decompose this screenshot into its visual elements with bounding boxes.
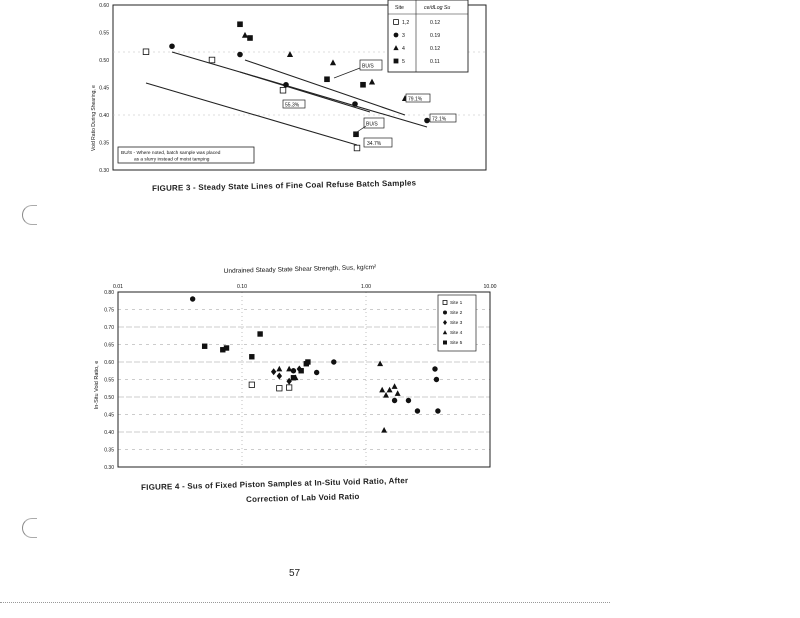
data-point-site-4 (287, 51, 293, 57)
data-point-site-5 (202, 344, 207, 349)
legend-marker (394, 33, 399, 38)
data-point-site-2 (435, 408, 440, 413)
annotation-label: 79.1% (408, 96, 423, 103)
legend-label: Site 3 (450, 321, 463, 326)
tick-label: 0.40 (99, 113, 109, 119)
data-point-site-4 (330, 59, 336, 65)
legend-marker (443, 311, 447, 315)
data-point-site-5 (291, 375, 296, 380)
data-point-site-3 (169, 43, 175, 49)
page-number: 57 (289, 568, 301, 579)
legend-site-label: 4 (402, 46, 405, 52)
figure-3-annotations (283, 60, 456, 147)
data-point-site-2 (434, 377, 439, 382)
tick-label: 0.45 (99, 85, 109, 92)
legend-marker (394, 20, 399, 25)
data-point-site-4 (387, 387, 393, 393)
data-point-site-5 (305, 359, 310, 364)
data-point-site-1 (277, 386, 282, 391)
tick-label: 0.50 (99, 58, 109, 64)
punch-hole-mark (22, 205, 37, 225)
tick-label: 0.70 (104, 325, 114, 331)
figure-3-legend (388, 0, 468, 72)
note-line-1: BU/S - Where noted, batch sample was placed (121, 151, 221, 156)
legend-label: Site 1 (450, 301, 463, 306)
tick-label: 0.80 (104, 290, 114, 296)
tick-label: 0.65 (104, 342, 114, 349)
data-point-site-3 (352, 101, 358, 107)
tick-label: 0.55 (104, 377, 114, 384)
data-point-site-2 (331, 359, 336, 364)
data-point-site-3 (271, 368, 276, 375)
tick-label: 0.60 (99, 3, 109, 9)
legend-label: Site 2 (450, 311, 463, 316)
legend-slope-value: 0.11 (430, 59, 440, 65)
data-point-site-2 (406, 398, 411, 403)
legend-marker (394, 59, 399, 64)
legend-slope-value: 0.19 (430, 33, 441, 39)
figure-4-chart (0, 255, 800, 505)
tick-label: 0.50 (104, 395, 114, 401)
legend-slope-value: 0.12 (430, 46, 441, 52)
data-point-site-5 (249, 354, 254, 359)
data-point-site-1-2 (354, 145, 360, 151)
data-point-site-4 (379, 387, 385, 393)
tick-label: 0.35 (104, 447, 114, 454)
tick-label: 0.01 (112, 284, 124, 290)
tick-label: 0.60 (104, 360, 114, 366)
data-point-site-4 (381, 427, 387, 433)
data-point-site-1 (286, 385, 291, 390)
annotation-label: 72.1% (432, 116, 447, 123)
punch-hole-mark (22, 518, 37, 538)
data-point-site-5 (257, 331, 262, 336)
tick-label: 0.40 (104, 430, 114, 436)
data-point-site-4 (369, 79, 375, 85)
legend-site-label: 1,2 (402, 20, 410, 26)
data-point-site-3 (424, 118, 430, 124)
note-line-2: as a slurry instead of moist tamping (134, 157, 210, 163)
tick-label: 0.75 (104, 307, 114, 314)
legend-site-label: 5 (402, 59, 405, 65)
data-point-site-5 (324, 76, 330, 82)
legend-header-site: Site (395, 5, 404, 11)
tick-label: 0.10 (236, 284, 248, 290)
data-point-site-1-2 (209, 57, 215, 63)
annotation-label: 34.7% (367, 141, 382, 147)
data-point-site-3 (237, 52, 243, 58)
figure-3-ylabel: Void Ratio During Shearing, e (91, 85, 97, 151)
figure-4-ylabel: In-Situ Void Ratio, e (94, 360, 100, 410)
annotation-label: 55.3% (285, 102, 300, 109)
data-point-site-4 (377, 361, 383, 367)
data-point-site-5 (298, 368, 303, 373)
data-point-site-2 (415, 408, 420, 413)
data-point-site-1 (249, 382, 254, 387)
annotation-label: BU/S (366, 121, 378, 128)
data-point-site-4 (392, 383, 398, 389)
data-point-site-5 (360, 82, 366, 88)
data-point-site-4 (276, 366, 282, 372)
data-point-site-2 (190, 296, 195, 301)
data-point-site-4 (286, 366, 292, 372)
data-point-site-5 (247, 35, 253, 41)
tick-label: 1.00 (360, 284, 372, 290)
data-point-site-3 (283, 82, 289, 88)
data-point-site-1-2 (280, 87, 286, 93)
data-point-site-4 (242, 32, 248, 38)
figure-3-note-box (118, 147, 254, 163)
data-point-site-5 (224, 345, 229, 350)
data-point-site-2 (432, 366, 437, 371)
tick-label: 10.00 (483, 284, 497, 290)
annotation-label: BU/S (362, 63, 374, 70)
tick-label: 0.55 (99, 30, 109, 37)
steady-state-line-site-1-2 (146, 83, 357, 145)
legend-header-slope: ce/dLog Su (424, 5, 451, 11)
scan-noise-line (0, 602, 610, 605)
legend-marker (443, 341, 447, 345)
tick-label: 0.30 (104, 465, 114, 471)
data-point-site-2 (392, 398, 397, 403)
figure-3-chart (0, 0, 800, 200)
figure-4-caption-line-2: Correction of Lab Void Ratio (246, 492, 360, 504)
legend-slope-value: 0.12 (430, 20, 441, 26)
data-point-site-2 (314, 370, 319, 375)
figure-4-legend (438, 295, 476, 351)
data-point-site-4 (395, 390, 401, 396)
figure-4-title: Undrained Steady State Shear Strength, Sus, kg/cm² (223, 264, 377, 275)
data-point-site-4 (383, 392, 389, 398)
tick-label: 0.35 (99, 140, 109, 147)
figure-4-caption-line-1: FIGURE 4 - Sus of Fixed Piston Samples at In-Situ Void Ratio, After (141, 476, 409, 492)
legend-label: Site 5 (450, 341, 463, 346)
tick-label: 0.45 (104, 412, 114, 419)
legend-site-label: 3 (402, 33, 405, 39)
legend-label: Site 4 (450, 331, 463, 336)
data-point-site-1-2 (143, 49, 149, 55)
tick-label: 0.30 (99, 168, 109, 174)
data-point-site-3 (277, 372, 282, 379)
figure-3-caption: FIGURE 3 - Steady State Lines of Fine Coal Refuse Batch Samples (152, 178, 417, 193)
data-point-site-5 (237, 21, 243, 27)
legend-marker (443, 301, 447, 305)
